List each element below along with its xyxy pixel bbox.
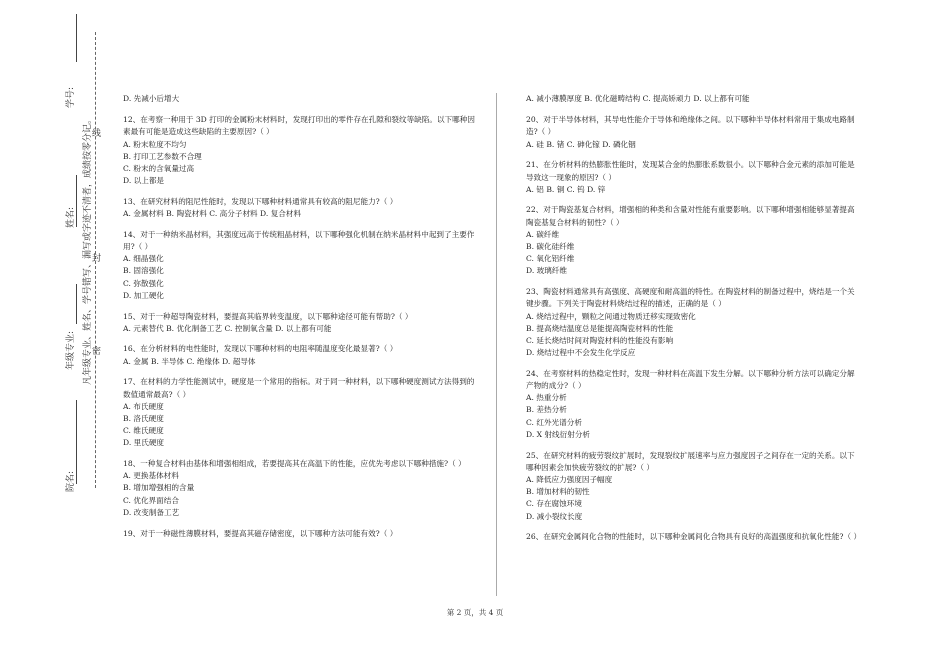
question-12	[123, 114, 481, 187]
question-21	[526, 159, 862, 196]
option: B. 提高烧结温度总是能提高陶瓷材料的性能	[526, 323, 674, 333]
option: C. 氧化铝纤维	[526, 254, 575, 264]
column-divider	[496, 93, 497, 596]
line-mark: 线	[92, 129, 102, 139]
binding-warning: 凡年级专业、姓名、学号错写、漏写或字迹不清者，成绩按零分记。	[83, 114, 93, 385]
option: D. 改变制备工艺	[123, 507, 180, 517]
option: C. 粉末的含氧量过高	[123, 164, 195, 174]
option: C. 弥散强化	[123, 278, 164, 288]
option: D. 减小裂纹长度	[526, 511, 583, 521]
option: A. 金属 B. 半导体 C. 绝缘体 D. 超导体	[123, 356, 256, 366]
option: A. 粉末粒度不均匀	[123, 139, 187, 149]
question-stem: 13、在研究材料的阻尼性能时，发现以下哪种材料通常具有较高的阻尼能力?（ ）	[123, 196, 398, 206]
name-label: 姓名:	[66, 206, 76, 228]
option: C. 优化界面结合	[123, 495, 179, 505]
question-17	[123, 376, 481, 449]
sealed-mark: 封	[92, 254, 102, 264]
question-stem: 26、在研究金属间化合物的性能时，以下哪种金属间化合物具有良好的高温强度和抗氧化性能?（ ）	[526, 532, 862, 542]
carry-over-option: A. 减小薄膜厚度 B. 优化磁畴结构 C. 提高矫顽力 D. 以上都有可能	[526, 94, 750, 103]
question-16	[123, 343, 481, 367]
question-13	[123, 196, 481, 220]
option: B. 差热分析	[526, 405, 567, 415]
question-stem: 18、一种复合材料由基体和增强相组成，若要提高其在高温下的性能，应优先考虑以下哪种措施?（ ）	[123, 459, 466, 469]
option: C. 存在腐蚀环境	[526, 499, 582, 509]
question-15	[123, 311, 481, 335]
right-column	[526, 93, 862, 552]
option: B. 增加材料的韧性	[526, 487, 590, 497]
option: D. 里氏硬度	[123, 438, 165, 448]
option: B. 增加增强相的含量	[123, 483, 195, 493]
question-26	[526, 531, 862, 543]
option: C. 维氏硬度	[123, 426, 164, 436]
option: A. 更换基体材料	[123, 471, 179, 481]
grade-label: 年级专业:	[66, 330, 76, 370]
question-stem: 21、在分析材料的热膨胀性能时，发现某合金的热膨胀系数很小。以下哪种合金元素的添加可能是导致这一现象的原因?（ ）	[526, 160, 855, 182]
option: A. 碳纤维	[526, 229, 560, 239]
question-18	[123, 458, 481, 519]
page-footer: 第 2 页，共 4 页	[446, 608, 504, 617]
option: D. 以上都是	[123, 176, 165, 186]
option: A. 降低应力强度因子幅度	[526, 474, 613, 484]
question-stem: 24、在考察材料的热稳定性时，发现一种材料在高温下发生分解。以下哪种分析方法可以确定分解产物的成分?（ ）	[526, 368, 855, 391]
grade-underline	[76, 284, 77, 324]
option: C. 延长烧结时间对陶瓷材料的性能没有影响	[526, 335, 674, 345]
question-24	[526, 368, 862, 441]
option: A. 细晶强化	[123, 254, 164, 264]
left-column	[123, 93, 481, 548]
question-14	[123, 229, 481, 302]
question-stem: 15、对于一种超导陶瓷材料，要提高其临界转变温度，以下哪种途径可能有帮助?（ ）	[123, 311, 413, 321]
question-stem: 19、对于一种磁性薄膜材料，要提高其磁存储密度，以下哪种方法可能有效?（ ）	[123, 528, 398, 538]
question-stem: 20、对于半导体材料，其导电性能介于导体和绝缘体之间。以下哪种半导体材料常用于集成电路制造?（ ）	[526, 115, 855, 137]
question-20	[526, 114, 862, 151]
name-underline	[76, 175, 77, 227]
option: A. 热重分析	[526, 393, 567, 403]
option: A. 元素替代 B. 优化制备工艺 C. 控制氧含量 D. 以上都有可能	[123, 323, 332, 333]
question-stem: 17、在材料的力学性能测试中，硬度是一个常用的指标。对于同一种材料，以下哪种硬度测试方法得到的数值通常最高?（ ）	[123, 377, 475, 399]
option: B. 洛氏硬度	[123, 413, 164, 423]
option: C. 红外光谱分析	[526, 417, 582, 427]
option: B. 碳化硅纤维	[526, 242, 575, 252]
option: A. 布氏硬度	[123, 401, 164, 411]
carry-over-option: D. 先减小后增大	[123, 94, 180, 103]
option: A. 烧结过程中，颗粒之间通过物质迁移实现致密化	[526, 311, 696, 321]
school-label: 院名:	[66, 470, 76, 492]
question-22	[526, 204, 862, 277]
question-stem: 22、对于陶瓷基复合材料，增强相的种类和含量对性能有重要影响。以下哪种增强相能够显著提高陶瓷基复合材料的韧性?（ ）	[526, 205, 855, 227]
question-stem: 25、在研究材料的疲劳裂纹扩展时，发现裂纹扩展速率与应力强度因子之间存在一定的关系。以下哪种因素会加快疲劳裂纹的扩展?（ ）	[526, 450, 855, 472]
question-19	[123, 528, 481, 540]
option: A. 铝 B. 铜 C. 钨 D. 锌	[526, 184, 606, 194]
option: A. 硅 B. 锗 C. 砷化镓 D. 磷化铟	[526, 139, 636, 149]
question-23	[526, 286, 862, 359]
option: D. 玻璃纤维	[526, 266, 568, 276]
student-id-label: 学号:	[66, 86, 76, 108]
option: B. 打印工艺参数不合理	[123, 151, 202, 161]
question-stem: 12、在考察一种用于 3D 打印的金属粉末材料时，发现打印出的零件存在孔隙和裂纹等缺陷。以下哪种因素最有可能是造成这些缺陷的主要原因?（ ）	[123, 115, 475, 137]
question-stem: 16、在分析材料的电性能时，发现以下哪种材料的电阻率随温度变化最显著?（ ）	[123, 344, 398, 354]
option: D. X 射线衍射分析	[526, 429, 591, 439]
question-stem: 14、对于一种纳米晶材料，其强度远高于传统粗晶材料，以下哪种强化机制在纳米晶材料中起到了主要作用?（ ）	[123, 229, 475, 252]
option: B. 固溶强化	[123, 266, 164, 276]
option: D. 加工硬化	[123, 290, 165, 300]
seal-mark: 密	[92, 347, 102, 357]
option: A. 金属材料 B. 陶瓷材料 C. 高分子材料 D. 复合材料	[123, 209, 302, 219]
question-stem: 23、陶瓷材料通常具有高强度、高硬度和耐高温的特性。在陶瓷材料的制备过程中，烧结是一个关键步骤。下列关于陶瓷材料烧结过程的描述，正确的是（ ）	[526, 287, 855, 309]
option: D. 烧结过程中不会发生化学反应	[526, 348, 636, 358]
student-id-underline	[76, 14, 77, 62]
question-25	[526, 450, 862, 523]
school-underline	[76, 400, 77, 484]
